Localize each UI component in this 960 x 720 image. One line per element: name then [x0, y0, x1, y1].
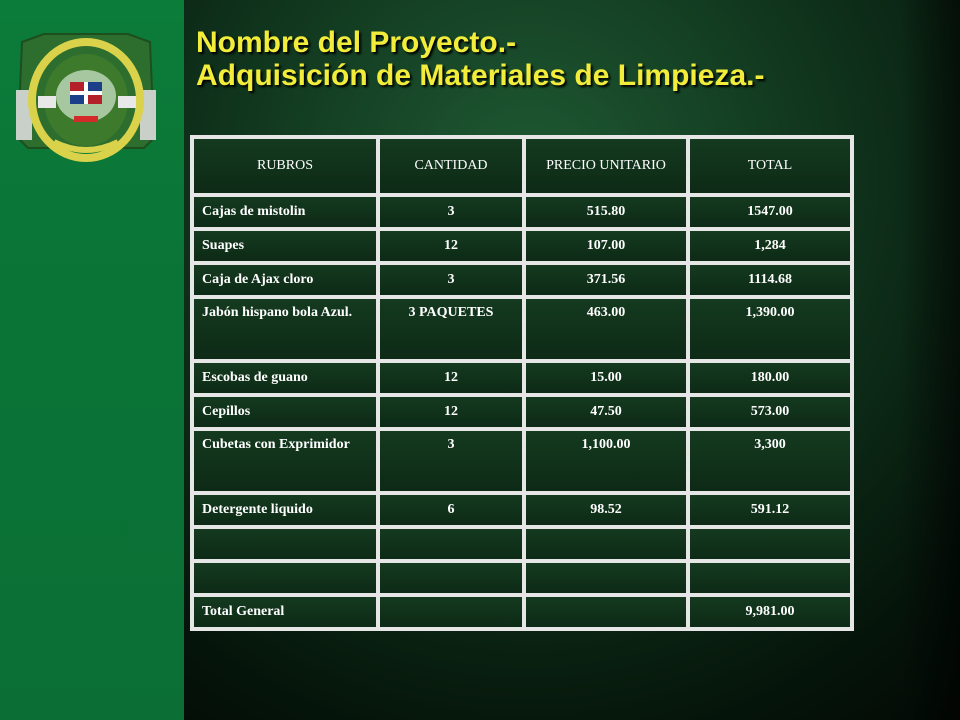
cell-rubro [192, 561, 378, 595]
cell-cantidad: 12 [378, 361, 524, 395]
header-precio-unitario: PRECIO UNITARIO [524, 137, 688, 195]
cell-cantidad: 3 PAQUETES [378, 297, 524, 361]
table-row [192, 195, 852, 229]
cell-rubro: Detergente liquido [192, 493, 378, 527]
title-line-1: Nombre del Proyecto.- [196, 26, 517, 59]
cell-total: 573.00 [688, 395, 852, 429]
title-line-2: Adquisición de Materiales de Limpieza.- [196, 59, 765, 92]
cell-total [688, 561, 852, 595]
cell-rubro: Cubetas con Exprimidor [192, 429, 378, 493]
right-shade [900, 0, 960, 720]
cell-total: 1114.68 [688, 263, 852, 297]
table-header-row [192, 137, 852, 195]
cell-precio: 107.00 [524, 229, 688, 263]
table-row [192, 493, 852, 527]
cell-total: 591.12 [688, 493, 852, 527]
cell-cantidad: 12 [378, 395, 524, 429]
cell-rubro: Escobas de guano [192, 361, 378, 395]
cell-cantidad: 12 [378, 229, 524, 263]
cell-precio: 463.00 [524, 297, 688, 361]
table-row-empty [192, 527, 852, 561]
cell-rubro: Suapes [192, 229, 378, 263]
cell-precio: 15.00 [524, 361, 688, 395]
cell-rubro [192, 527, 378, 561]
cell-precio [524, 561, 688, 595]
header-cantidad: CANTIDAD [378, 137, 524, 195]
cell-precio [524, 595, 688, 629]
cell-cantidad: 3 [378, 195, 524, 229]
table-row [192, 361, 852, 395]
table-row [192, 229, 852, 263]
cell-total: 3,300 [688, 429, 852, 493]
organization-logo-icon [14, 30, 158, 170]
table-row [192, 429, 852, 493]
cell-precio: 515.80 [524, 195, 688, 229]
cell-rubro: Jabón hispano bola Azul. [192, 297, 378, 361]
cell-total: 1,284 [688, 229, 852, 263]
cell-total [688, 527, 852, 561]
table-row [192, 395, 852, 429]
cell-total: 1547.00 [688, 195, 852, 229]
cell-cantidad [378, 561, 524, 595]
cell-total: 1,390.00 [688, 297, 852, 361]
cell-total: 180.00 [688, 361, 852, 395]
cell-precio [524, 527, 688, 561]
cell-cantidad: 6 [378, 493, 524, 527]
cell-precio: 371.56 [524, 263, 688, 297]
total-label: Total General [192, 595, 378, 629]
cell-precio: 98.52 [524, 493, 688, 527]
cell-rubro: Cepillos [192, 395, 378, 429]
cell-rubro: Cajas de mistolin [192, 195, 378, 229]
cell-cantidad: 3 [378, 263, 524, 297]
page-title [196, 26, 764, 92]
total-value: 9,981.00 [688, 595, 852, 629]
cell-cantidad: 3 [378, 429, 524, 493]
table-row-empty [192, 561, 852, 595]
table-row [192, 297, 852, 361]
header-rubros: RUBROS [192, 137, 378, 195]
cell-precio: 1,100.00 [524, 429, 688, 493]
cell-cantidad [378, 527, 524, 561]
materials-table [190, 135, 854, 631]
cell-precio: 47.50 [524, 395, 688, 429]
cell-rubro: Caja de Ajax cloro [192, 263, 378, 297]
cell-cantidad [378, 595, 524, 629]
table-total-row [192, 595, 852, 629]
table-row [192, 263, 852, 297]
header-total: TOTAL [688, 137, 852, 195]
